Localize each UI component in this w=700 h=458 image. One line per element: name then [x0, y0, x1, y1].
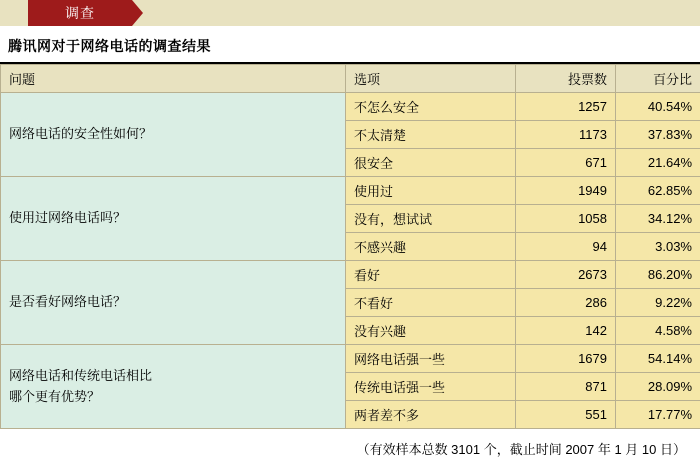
- option-cell: 不看好: [346, 289, 516, 317]
- votes-cell: 1679: [516, 345, 616, 373]
- table-row: [1, 93, 700, 121]
- percent-cell: 4.58%: [616, 317, 700, 345]
- option-cell: 使用过: [346, 177, 516, 205]
- table-body: [1, 93, 700, 429]
- table-header-row: [1, 65, 700, 93]
- footnote: （有效样本总数 3101 个，截止时间 2007 年 1 月 10 日）: [0, 429, 700, 458]
- option-cell: 不太清楚: [346, 121, 516, 149]
- table-row: [1, 261, 700, 289]
- percent-cell: 40.54%: [616, 93, 700, 121]
- poll-results-table: [0, 64, 700, 429]
- option-cell: 传统电话强一些: [346, 373, 516, 401]
- percent-cell: 21.64%: [616, 149, 700, 177]
- question-line: 是否看好网络电话？: [9, 292, 337, 312]
- option-cell: 不感兴趣: [346, 233, 516, 261]
- votes-cell: 1257: [516, 93, 616, 121]
- votes-cell: 1949: [516, 177, 616, 205]
- percent-cell: 3.03%: [616, 233, 700, 261]
- table-row: [1, 177, 700, 205]
- column-header-votes: 投票数: [516, 65, 616, 93]
- question-line: 网络电话和传统电话相比: [9, 366, 337, 386]
- option-cell: 很安全: [346, 149, 516, 177]
- percent-cell: 54.14%: [616, 345, 700, 373]
- question-cell: [1, 177, 346, 261]
- top-banner: [0, 0, 700, 27]
- banner-tab-label: 调查: [28, 0, 132, 26]
- question-line: 使用过网络电话吗？: [9, 208, 337, 228]
- percent-cell: 9.22%: [616, 289, 700, 317]
- votes-cell: 286: [516, 289, 616, 317]
- page-title-container: [0, 27, 700, 64]
- option-cell: 两者差不多: [346, 401, 516, 429]
- votes-cell: 142: [516, 317, 616, 345]
- votes-cell: 1058: [516, 205, 616, 233]
- question-cell: [1, 93, 346, 177]
- votes-cell: 871: [516, 373, 616, 401]
- percent-cell: 62.85%: [616, 177, 700, 205]
- votes-cell: 2673: [516, 261, 616, 289]
- percent-cell: 17.77%: [616, 401, 700, 429]
- percent-cell: 34.12%: [616, 205, 700, 233]
- votes-cell: 1173: [516, 121, 616, 149]
- column-header-question: 问题: [1, 65, 346, 93]
- votes-cell: 671: [516, 149, 616, 177]
- column-header-percent: 百分比: [616, 65, 700, 93]
- votes-cell: 551: [516, 401, 616, 429]
- question-cell: [1, 261, 346, 345]
- percent-cell: 37.83%: [616, 121, 700, 149]
- table-header: [1, 65, 700, 93]
- option-cell: 不怎么安全: [346, 93, 516, 121]
- option-cell: 没有，想试试: [346, 205, 516, 233]
- page-title: 腾讯网对于网络电话的调查结果: [8, 36, 700, 56]
- question-line: 网络电话的安全性如何？: [9, 124, 337, 144]
- option-cell: 网络电话强一些: [346, 345, 516, 373]
- question-cell: [1, 345, 346, 429]
- option-cell: 没有兴趣: [346, 317, 516, 345]
- option-cell: 看好: [346, 261, 516, 289]
- percent-cell: 28.09%: [616, 373, 700, 401]
- percent-cell: 86.20%: [616, 261, 700, 289]
- column-header-option: 选项: [346, 65, 516, 93]
- question-line: 哪个更有优势？: [9, 387, 337, 407]
- table-row: [1, 345, 700, 373]
- votes-cell: 94: [516, 233, 616, 261]
